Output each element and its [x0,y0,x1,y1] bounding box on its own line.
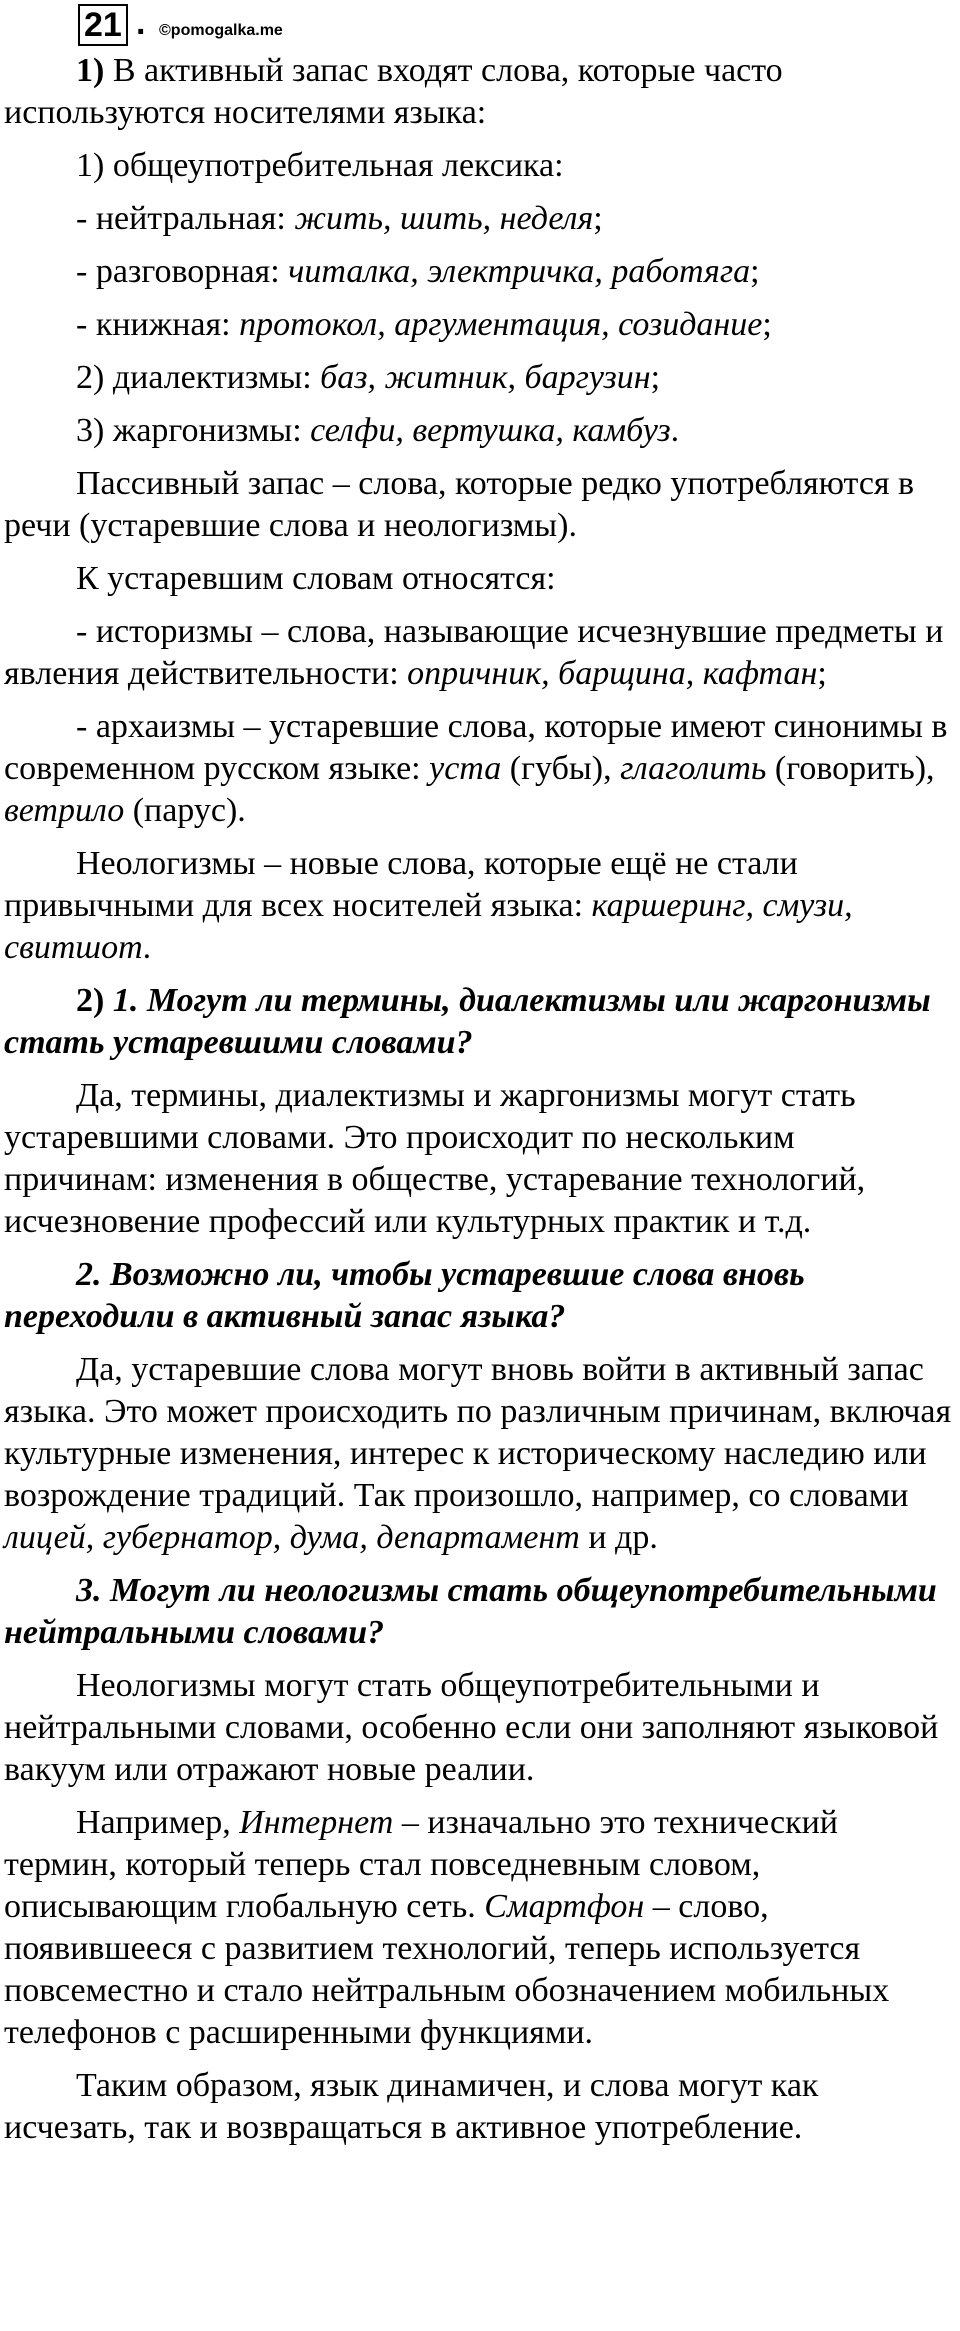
paragraph-common-lexicon: 1) общеупотребительная лексика: [76,147,564,184]
watermark: ©pomogalka.me [159,22,283,39]
paragraph-colloquial [4,251,952,293]
answer-text: Да, устаревшие слова могут вновь войти в активный запас языка. Это может происходить по различным причинам, включая культурные изменения, интерес к историческому наследию или возрождение традиций. Так произошло, например, со словами [4,1351,952,1514]
label: - книжная: [76,306,240,343]
header [4,0,952,50]
examples: опричник, барщина, кафтан [407,655,818,692]
task-number-dot: . [136,4,146,42]
part-number: 1) [76,52,105,89]
answer-text: – изначально это технический термин, который теперь стал повседневным словом, описывающим глобальную сеть. [4,1804,838,1925]
example: Смартфон [484,1888,645,1925]
paragraph-archaisms [4,706,952,832]
paragraph-jargon [4,410,952,452]
answer-text: Например, [76,1804,240,1841]
gloss: (парус). [124,792,246,829]
paragraph-passive-vocabulary: Пассивный запас – слова, которые редко употребляются в речи (устаревшие слова и неологизмы). [4,465,915,544]
paragraph-text: В активный запас входят слова, которые часто используются носителями языка: [4,52,783,131]
examples: каршеринг, смузи, свитшот [4,887,853,966]
answer-1: Да, термины, диалектизмы и жаргонизмы могут стать устаревшими словами. Это происходит по нескольким причинам: изменения в обществе, устаревание технологий, исчезновение профессий или культурных практик и т.д. [4,1077,866,1240]
task-number: 21 [78,4,128,46]
paragraph-historisms [4,611,952,695]
conclusion: Таким образом, язык динамичен, и слова могут как исчезать, так и возвращаться в активное употребление. [4,2067,819,2146]
label: - нейтральная: [76,200,295,237]
paragraph-bookish [4,304,952,346]
label: Неологизмы – новые слова, которые ещё не стали привычными для всех носителей языка: [4,845,798,924]
punct: . [142,929,152,966]
question-2: 2. Возможно ли, чтобы устаревшие слова вновь переходили в активный запас языка? [4,1256,805,1335]
gloss: (губы), [501,750,621,787]
paragraph-neologisms [4,843,952,969]
punct: ; [750,253,760,290]
example: глаголить [620,750,767,787]
examples: читалка, электричка, работяга [288,253,751,290]
label: - разговорная: [76,253,289,290]
question-3: 3. Могут ли неологизмы стать общеупотребительными нейтральными словами? [4,1572,937,1651]
punct: ; [762,306,772,343]
label: 2) диалектизмы: [76,359,321,396]
example: ветрило [4,792,125,829]
punct: ; [650,359,661,396]
paragraph-dialectisms [4,357,952,399]
examples: баз, житник, баргузин [320,359,651,396]
paragraph-neutral [4,198,952,240]
gloss: (говорить), [766,750,935,787]
answer-3-examples [4,1802,952,2054]
paragraph-obsolete-words: К устаревшим словам относятся: [76,560,556,597]
punct: и др. [579,1519,658,1556]
examples: жить, шить, неделя [294,200,594,237]
examples: лицей, губернатор, дума, департамент [4,1519,580,1556]
examples: селфи, вертушка, камбуз [310,412,671,449]
part-number: 2) [76,982,105,1019]
label: 3) жаргонизмы: [76,412,311,449]
paragraph-active-vocabulary [4,50,952,134]
question-text: 1. Могут ли термины, диалектизмы или жаргонизмы стать устаревшими словами? [4,982,931,1061]
answer-3: Неологизмы могут стать общеупотребительными и нейтральными словами, особенно если они заполняют языковой вакуум или отражают новые реалии. [4,1667,939,1788]
answer-2 [4,1349,952,1559]
example: уста [429,750,502,787]
punct: . [670,412,680,449]
question-1 [4,980,952,1064]
label: - архаизмы – устаревшие слова, которые имеют синонимы в современном русском языке: [4,708,948,787]
example: Интернет [239,1804,394,1841]
answer-text: – слово, появившееся с развитием технологий, теперь используется повсеместно и стало нейтральным обозначением мобильных телефонов с расширенными функциями. [4,1888,890,2051]
examples: протокол, аргументация, созидание [239,306,763,343]
punct: ; [593,200,603,237]
punct: ; [817,655,827,692]
label: - историзмы – слова, называющие исчезнувшие предметы и явления действительности: [4,613,944,692]
answer-text [4,50,952,2149]
